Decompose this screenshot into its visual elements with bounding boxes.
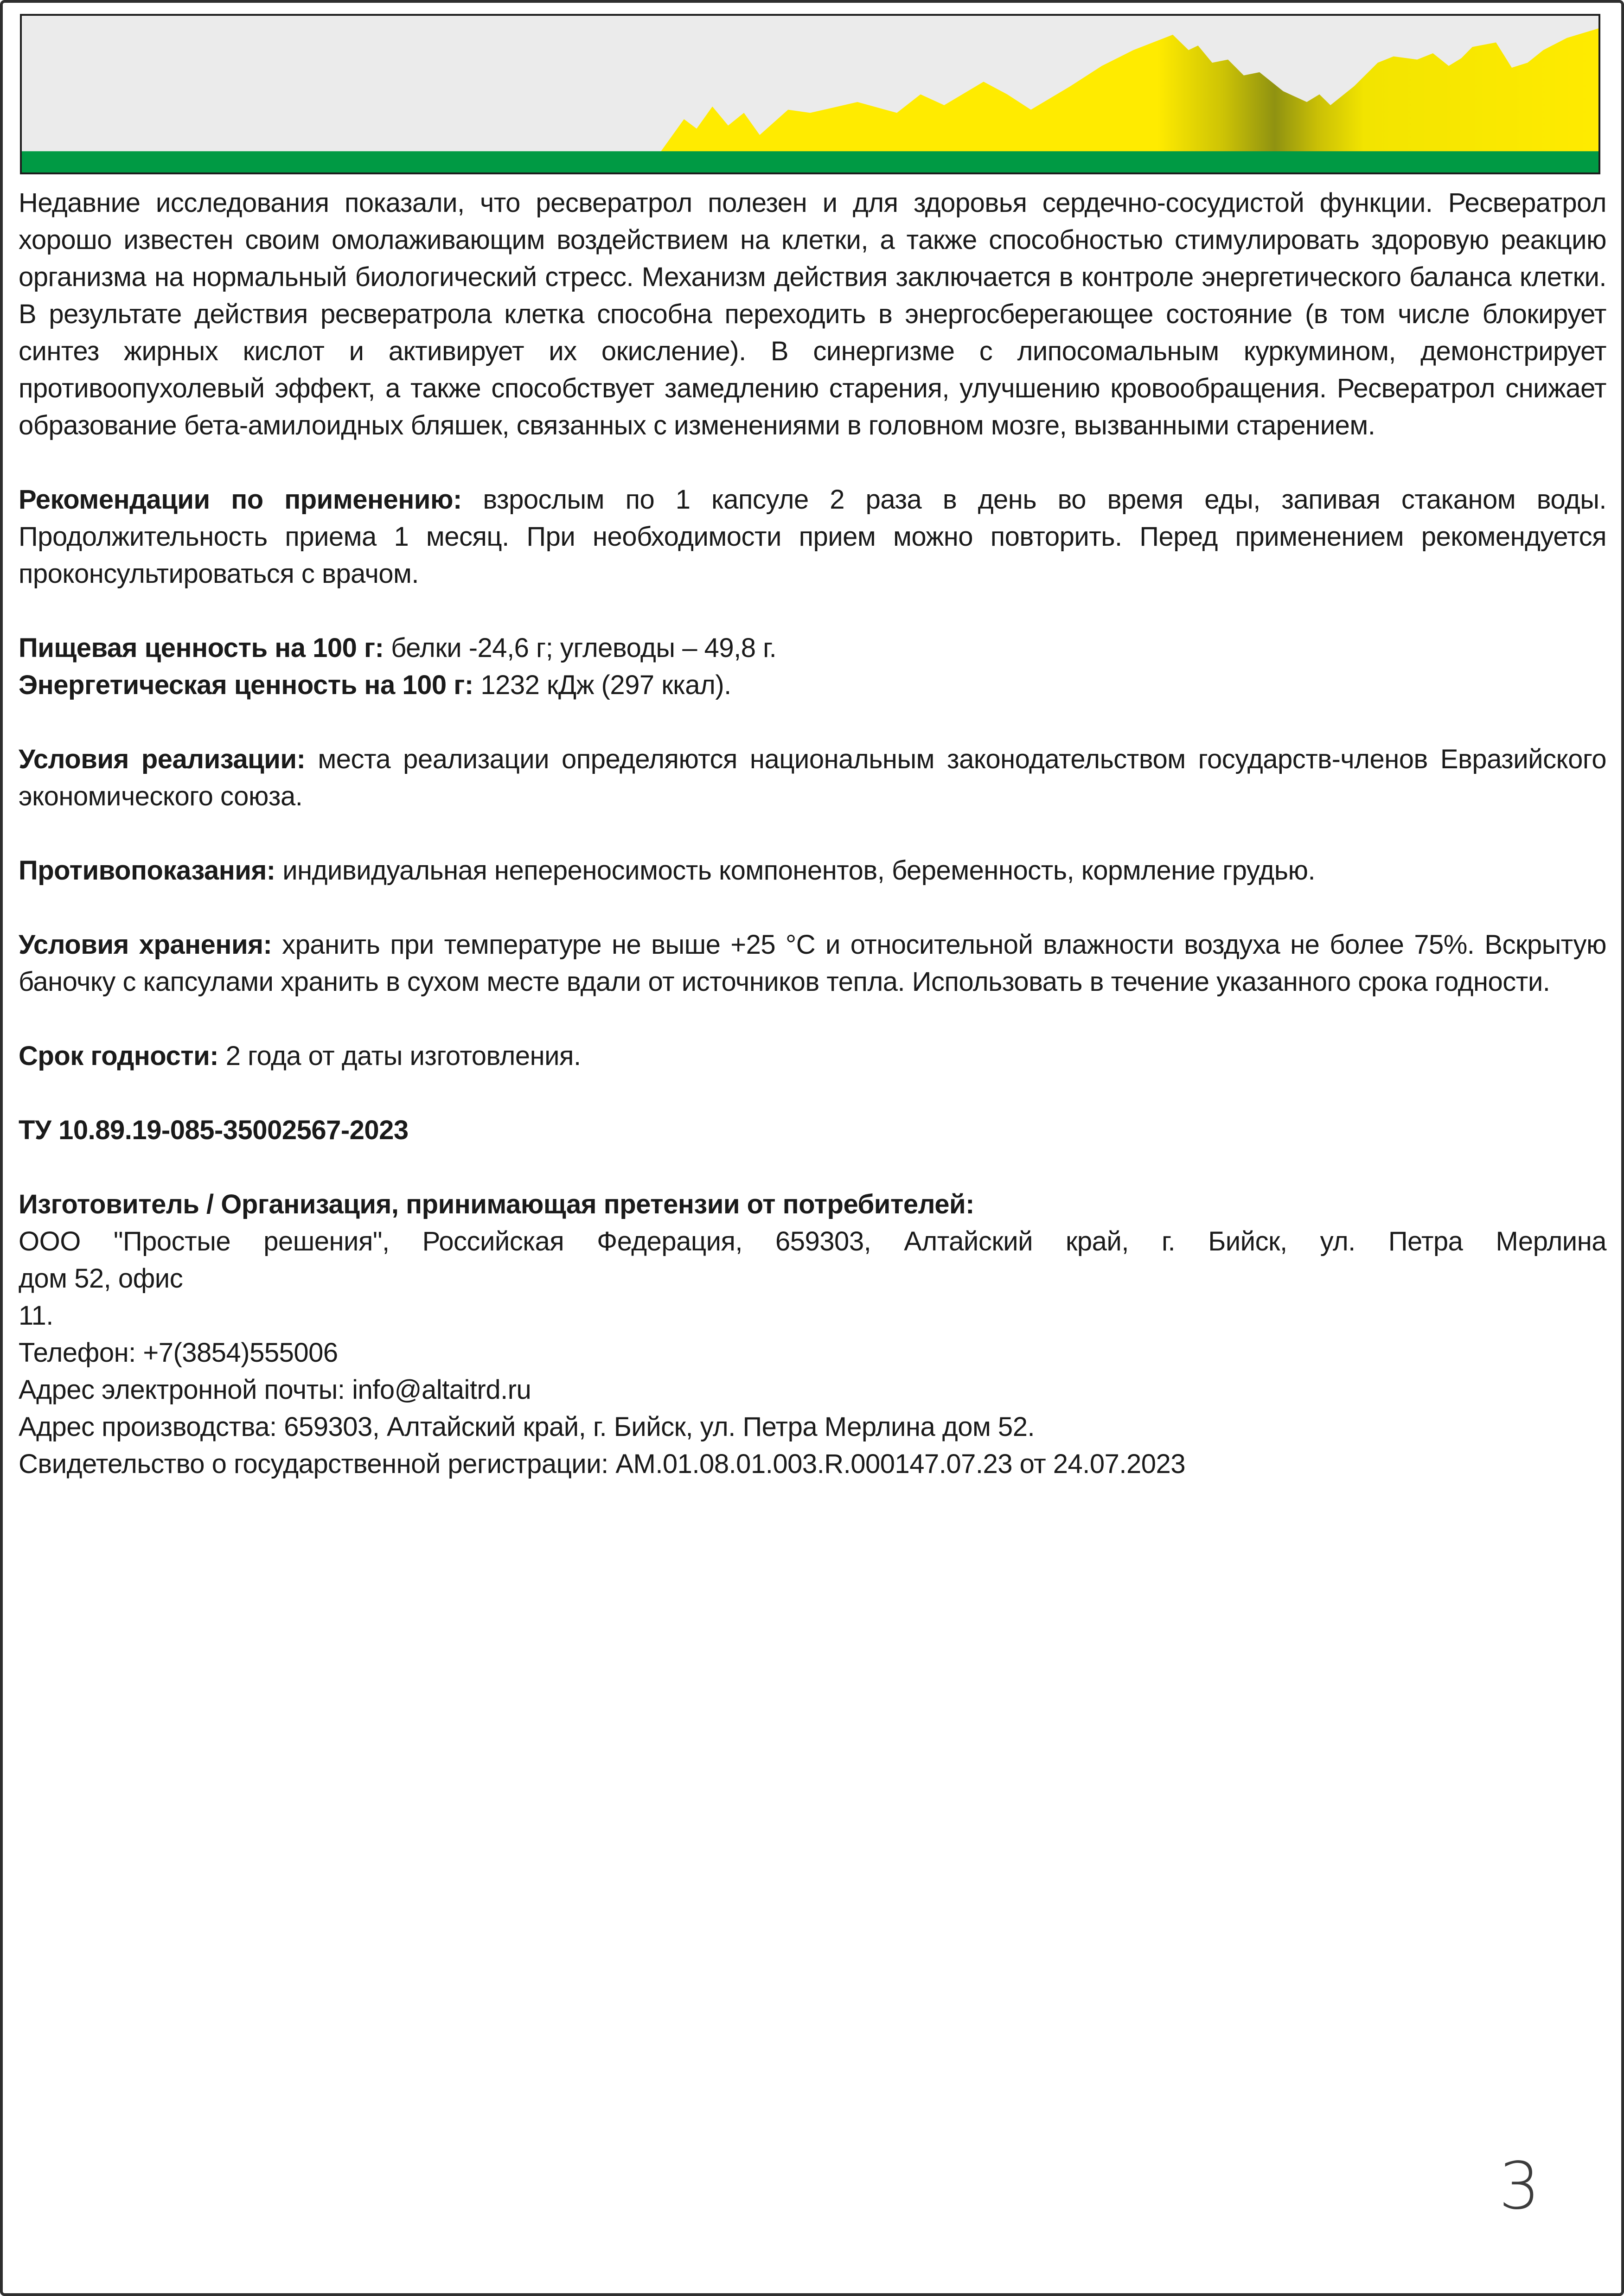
section-energy: Энергетическая ценность на 100 г: 1232 кДж (297 ккал). <box>19 670 731 700</box>
section-sale-conditions: Условия реализации: места реализации определяются национальным законодательством государств-членов Евразийского экономического союза. <box>19 744 1606 811</box>
label-text <box>19 185 1606 1520</box>
green-stripe <box>22 151 1598 172</box>
intro-paragraph: Недавние исследования показали, что ресвератрол полезен и для здоровья сердечно-сосудистой функции. Ресвератрол хорошо известен своим омолаживающим воздействием на клетки, а также способностью стимулировать здоровую реакцию организма на нормальный биологический стресс. Механизм действия заключается в контроле энергетического баланса клетки. В результате действия ресвератрола клетка способна переходить в энергосберегающее состояние (в том числе блокирует синтез жирных кислот и активирует их окисление). В синергизме с липосомальным куркумином, демонстрирует противоопухолевый эффект, а также способствует замедлению старения, улучшению кровообращения. Ресвератрол снижает образование бета-амилоидных бляшек, связанных с изменениями в головном мозге, вызванными старением. <box>19 188 1606 440</box>
manufacturer-address-line: дом 52, офис <box>19 1263 183 1294</box>
section-label: Рекомендации по применению: <box>19 485 462 515</box>
section-nutrition: Пищевая ценность на 100 г: белки -24,6 г; углеводы – 49,8 г. <box>19 633 777 663</box>
section-recommendations: Рекомендации по применению: взрослым по 1 капсуле 2 раза в день во время еды, запивая стаканом воды. Продолжительность приема 1 месяц. При необходимости прием можно повторить. Перед применением рекомендуется проконсультироваться с врачом. <box>19 485 1606 589</box>
section-label: Срок годности: <box>19 1041 219 1071</box>
section-label: Условия реализации: <box>19 744 306 774</box>
section-shelf-life: Срок годности: 2 года от даты изготовления. <box>19 1041 581 1071</box>
registration-certificate-line: Свидетельство о государственной регистрации: АМ.01.08.01.003.R.000147.07.23 от 24.07.2023 <box>19 1449 1186 1479</box>
section-label: Пищевая ценность на 100 г: <box>19 633 384 663</box>
section-label: Условия хранения: <box>19 930 272 960</box>
section-contraindications: Противопоказания: индивидуальная непереносимость компонентов, беременность, кормление грудью. <box>19 855 1316 886</box>
section-label: Противопоказания: <box>19 855 275 886</box>
manufacturer-email-line: Адрес электронной почты: info@altaitrd.ru <box>19 1375 531 1405</box>
manufacturer-office-line: 11. <box>19 1301 53 1331</box>
manufacturer-phone-line: Телефон: +7(3854)555006 <box>19 1338 338 1368</box>
section-label: Энергетическая ценность на 100 г: <box>19 670 473 700</box>
mountain-graphic <box>22 16 1598 172</box>
production-address-line: Адрес производства: 659303, Алтайский край, г. Бийск, ул. Петра Мерлина дом 52. <box>19 1412 1035 1442</box>
section-tu-number <box>19 1112 1606 1149</box>
header-banner <box>20 14 1600 174</box>
tu-number: ТУ 10.89.19-085-35002567-2023 <box>19 1115 409 1145</box>
page-number: 3 <box>1498 2149 1540 2224</box>
manufacturer-address-line: ООО "Простые решения", Российская Федерация, 659303, Алтайский край, г. Бийск, ул. Петра Мерлина <box>19 1226 1606 1256</box>
manufacturer-block <box>19 1186 1606 1483</box>
section-storage: Условия хранения: хранить при температуре не выше +25 °С и относительной влажности воздуха не более 75%. Вскрытую баночку с капсулами хранить в сухом месте вдали от источников тепла. Использовать в течение указанного срока годности. <box>19 930 1606 997</box>
manufacturer-heading: Изготовитель / Организация, принимающая претензии от потребителей: <box>19 1189 974 1219</box>
